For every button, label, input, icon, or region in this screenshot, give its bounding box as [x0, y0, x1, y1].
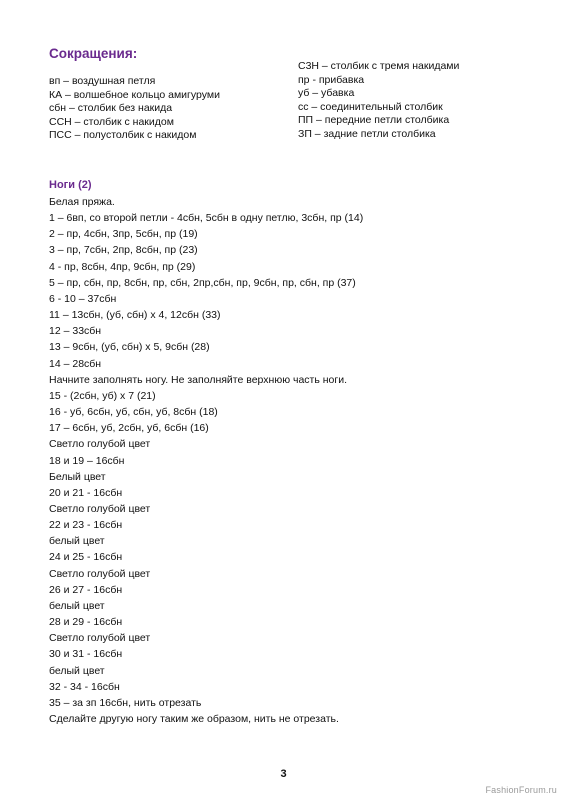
instruction-line: белый цвет — [49, 599, 105, 612]
instruction-line: 20 и 21 - 16сбн — [49, 486, 123, 499]
instruction-line: 11 – 13сбн, (уб, сбн) х 4, 12сбн (33) — [49, 309, 221, 322]
abbreviation-item: С3Н – столбик с тремя накидами — [298, 60, 460, 72]
instruction-line: 24 и 25 - 16сбн — [49, 551, 123, 564]
instruction-line: 28 и 29 - 16сбн — [49, 616, 123, 629]
instruction-line: белый цвет — [49, 664, 105, 677]
instruction-line: 22 и 23 - 16сбн — [49, 519, 123, 532]
instruction-line: белый цвет — [49, 535, 105, 548]
abbreviation-item: пр - прибавка — [298, 73, 365, 86]
instruction-line: Белая пряжа. — [49, 196, 115, 208]
instruction-line: Начните заполнять ногу. Не заполняйте верхнюю часть ноги. — [49, 373, 347, 386]
instruction-line: Светло голубой цвет — [49, 502, 151, 515]
instruction-line: 15 - (2сбн, уб) х 7 (21) — [49, 389, 156, 402]
instruction-line: 1 – 6вп, со второй петли - 4сбн, 5сбн в одну петлю, 3сбн, пр (14) — [49, 212, 364, 225]
abbreviations-list-left — [49, 75, 220, 143]
pattern-instructions — [49, 194, 363, 727]
instruction-line: 12 – 33сбн — [49, 325, 102, 338]
instruction-line: 4 - пр, 8сбн, 4пр, 9сбн, пр (29) — [49, 260, 196, 273]
page-number: 3 — [280, 768, 287, 780]
instruction-line: 32 - 34 - 16сбн — [49, 680, 120, 693]
abbreviation-item: ПП – передние петли столбика — [298, 114, 450, 127]
instruction-line: 17 – 6сбн, уб, 2сбн, уб, 6сбн (16) — [49, 422, 209, 435]
instruction-line: Светло голубой цвет — [49, 438, 151, 451]
watermark: FashionForum.ru — [485, 785, 557, 795]
section-title: Ноги (2) — [49, 179, 92, 191]
abbreviation-item: вп – воздушная петля — [49, 75, 156, 87]
instruction-line: 14 – 28сбн — [49, 357, 102, 370]
abbreviation-item: ССН – столбик с накидом — [49, 115, 174, 128]
instruction-line: Светло голубой цвет — [49, 632, 151, 645]
instruction-line: 5 – пр, сбн, пр, 8сбн, пр, сбн, 2пр,сбн, пр, 9сбн, пр, сбн, пр (37) — [49, 276, 356, 289]
abbreviation-item: ЗП – задние петли столбика — [298, 127, 436, 140]
instruction-line: 30 и 31 - 16сбн — [49, 648, 123, 661]
instruction-line: 35 – за зп 16сбн, нить отрезать — [49, 696, 202, 709]
instruction-line: 13 – 9сбн, (уб, сбн) х 5, 9сбн (28) — [49, 341, 210, 354]
abbreviations-heading: Сокращения: — [49, 46, 138, 61]
abbreviations-list-right — [298, 60, 459, 142]
instruction-line: 3 – пр, 7сбн, 2пр, 8сбн, пр (23) — [49, 244, 198, 257]
abbreviation-item: сбн – столбик без накида — [49, 102, 173, 115]
instruction-line: 18 и 19 – 16сбн — [49, 454, 125, 467]
abbreviation-item: сс – соединительный столбик — [298, 100, 443, 113]
abbreviation-item: ПСС – полустолбик с накидом — [49, 129, 197, 142]
instruction-line: 26 и 27 - 16сбн — [49, 583, 123, 596]
instruction-line: 2 – пр, 4сбн, 3пр, 5сбн, пр (19) — [49, 228, 198, 241]
instruction-line: Белый цвет — [49, 470, 106, 483]
abbreviation-item: уб – убавка — [298, 87, 355, 100]
instruction-line: 16 - уб, 6сбн, уб, сбн, уб, 8сбн (18) — [49, 406, 218, 419]
instruction-line: 6 - 10 – 37сбн — [49, 292, 117, 305]
abbreviation-item: КА – волшебное кольцо амигуруми — [49, 88, 220, 101]
instruction-line: Светло голубой цвет — [49, 567, 151, 580]
instruction-line: Сделайте другую ногу таким же образом, нить не отрезать. — [49, 713, 339, 725]
